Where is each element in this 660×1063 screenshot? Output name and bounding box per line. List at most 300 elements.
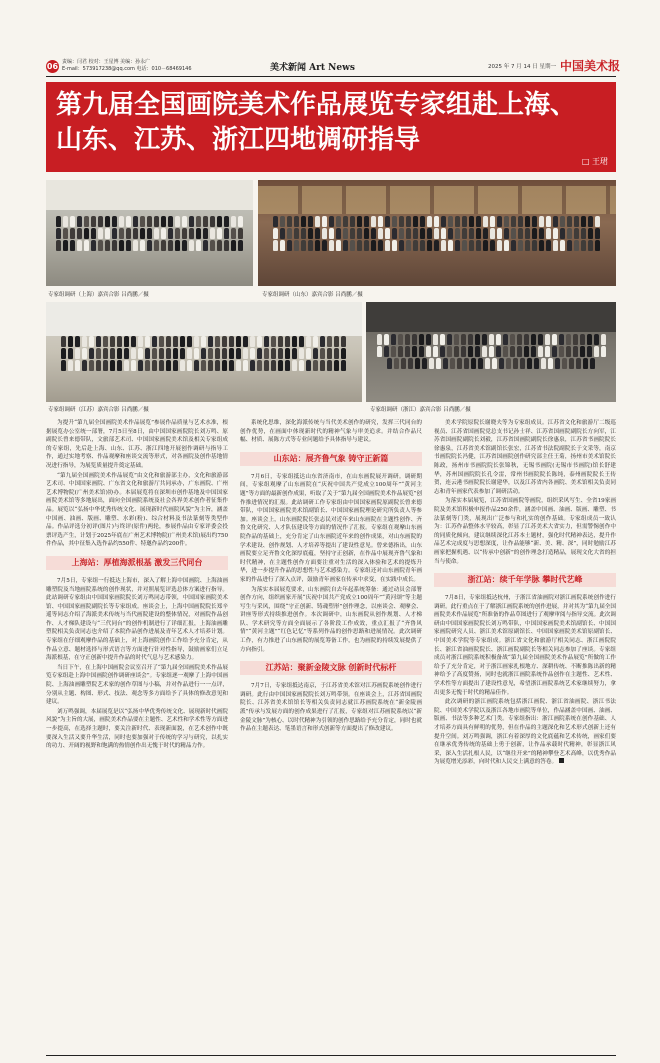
person-figure xyxy=(315,216,320,227)
person-figure xyxy=(517,346,522,357)
person-figure xyxy=(161,228,166,239)
person-figure xyxy=(63,216,68,227)
person-figure xyxy=(464,358,469,369)
person-figure xyxy=(525,228,530,239)
person-figure xyxy=(182,240,187,251)
person-figure xyxy=(574,228,579,239)
person-figure xyxy=(124,336,129,347)
person-figure xyxy=(243,360,248,371)
person-figure xyxy=(574,240,579,251)
person-figure xyxy=(391,346,396,357)
person-figure xyxy=(315,228,320,239)
person-figure xyxy=(224,216,229,227)
person-figure xyxy=(341,360,346,371)
person-figure xyxy=(545,334,550,345)
person-figure xyxy=(476,240,481,251)
person-figure xyxy=(152,360,157,371)
person-figure xyxy=(327,336,332,347)
subhead-zhejiang: 浙江站：续千年学脉 攀时代艺峰 xyxy=(434,573,616,587)
person-figure xyxy=(105,228,110,239)
person-figure xyxy=(443,358,448,369)
person-figure xyxy=(429,358,434,369)
person-figure xyxy=(601,346,606,357)
person-figure xyxy=(70,216,75,227)
person-figure xyxy=(124,360,129,371)
person-figure xyxy=(117,348,122,359)
person-figure xyxy=(126,216,131,227)
person-figure xyxy=(203,216,208,227)
person-figure xyxy=(110,360,115,371)
person-figure xyxy=(574,216,579,227)
person-figure xyxy=(180,360,185,371)
person-figure xyxy=(553,228,558,239)
person-figure xyxy=(98,228,103,239)
person-figure xyxy=(490,216,495,227)
person-figure xyxy=(482,334,487,345)
person-figure xyxy=(527,358,532,369)
person-figure xyxy=(524,346,529,357)
subhead-shanghai: 上海站：厚植海派根基 激发三代同台 xyxy=(46,556,228,570)
person-figure xyxy=(462,216,467,227)
person-figure xyxy=(506,358,511,369)
header-rule xyxy=(46,76,616,77)
person-figure xyxy=(189,240,194,251)
person-figure xyxy=(341,348,346,359)
person-figure xyxy=(441,240,446,251)
person-figure xyxy=(229,360,234,371)
person-figure xyxy=(89,360,94,371)
person-figure xyxy=(595,240,600,251)
person-figure xyxy=(210,228,215,239)
person-figure xyxy=(462,228,467,239)
end-mark xyxy=(559,758,564,763)
person-figure xyxy=(271,348,276,359)
person-figure xyxy=(292,348,297,359)
paragraph: 7月5日，专家组一行抵达上海市，深入了解上海中国画院、上海油画雕塑院及当地画院系统的创作现状，并对照展览评选总体方案进行指导。此站调研专家组由中国国家画院院长刘万鸣同志带领，中国国家画院美术馆、中国国家画院副院长等专家组成。座谈会上，上海中国画院院长郑辛遥等同志介绍了海派美术传统与当代画院建设的整体情况，对画院作品创作、人才梯队建设与“三代同台”的创作机制进行了详细汇报，上海油画雕塑院相关负责同志也介绍了本院作品创作进展及青年艺术人才培养计划。专家组在仔细观摩作品的基础上，对上海画院创作工作给予充分肯定，从作品立意、题材选择与形式语言等方面进行针对性指导，鼓励画家们立足海派根基，在守正创新中提升作品的时代气息与艺术感染力。 xyxy=(46,577,228,662)
person-figure xyxy=(98,240,103,251)
person-figure xyxy=(119,216,124,227)
person-figure xyxy=(131,348,136,359)
person-figure xyxy=(145,336,150,347)
person-figure xyxy=(215,336,220,347)
person-figure xyxy=(327,348,332,359)
paragraph-text: 此次调研的浙江画院系统包括浙江画院、浙江省油画院、浙江书法院、中国美术学院以及浙江各地市画院等单位，作品涵盖中国画、油画、版画、书法等多种艺术门类。专家组指出：浙江画院系统在创作基础、人才培养方面具有鲜明的优势，但在作品的主题深化和艺术形式创新上还有提升空间。刘万鸣强调，浙江有着深厚的文化底蕴和艺术传统，画家们要在继承优秀传统的基础上勇于创新，让作品承载时代精神，彰显浙江风采，深入生活扎根人民，以“继往开来”的精神攀登艺术高峰，以优秀作品为展览增光添彩，向时代和人民交上满意的答卷。 xyxy=(434,699,616,766)
person-figure xyxy=(546,228,551,239)
person-figure xyxy=(343,216,348,227)
headline xyxy=(56,88,606,158)
person-figure xyxy=(461,334,466,345)
person-figure xyxy=(231,216,236,227)
person-figure xyxy=(560,228,565,239)
person-figure xyxy=(280,228,285,239)
person-figure xyxy=(173,360,178,371)
person-figure xyxy=(299,348,304,359)
person-figure xyxy=(510,334,515,345)
person-figure xyxy=(587,334,592,345)
person-figure xyxy=(322,240,327,251)
person-figure xyxy=(401,358,406,369)
person-figure xyxy=(208,348,213,359)
paragraph: 7月8日，专家组抵达杭州，于浙江省油画院对浙江画院系统创作进行调研。此行重点在于了解浙江画院系统的创作进展，并对其为“第九届全国画院美术作品展览”所准备的作品草图进行了观摩审阅与指导交流。此次调研由中国国家画院院长刘万鸣带队，中国国家画院美术馆副馆长、中国国家画院研究人员、浙江美术馆原副馆长、中国国家画院美术馆原副馆长、中国美术学院等专家组成。浙江省文化和旅游厅相关同志、浙江画院院长、浙江省油画院院长、浙江画院副院长等相关同志参加了座谈。专家组成员对浙江画院系统积极备战“第九届全国画院美术作品展览”所做的工作给予了充分肯定，对于浙江画家扎根地方、深耕传统、不断推陈出新的精神给予了高度赞扬，同时也就浙江画院系统作品创作在主题性、艺术性、学术性等方面提出了建设性意见，希望浙江画院系统艺术家继续努力，拿出更多无愧于时代的精品佳作。 xyxy=(434,595,616,696)
group-people xyxy=(376,334,606,369)
person-figure xyxy=(580,346,585,357)
person-figure xyxy=(182,216,187,227)
person-figure xyxy=(140,240,145,251)
person-figure xyxy=(306,336,311,347)
person-figure xyxy=(336,240,341,251)
person-figure xyxy=(548,358,553,369)
person-figure xyxy=(75,336,80,347)
person-figure xyxy=(243,348,248,359)
person-figure xyxy=(68,336,73,347)
person-figure xyxy=(257,348,262,359)
person-figure xyxy=(126,228,131,239)
person-figure xyxy=(413,240,418,251)
person-figure xyxy=(96,336,101,347)
paragraph: 当日下午，在上海中国画院会议室召开了“第九届全国画院美术作品展览专家组赴上海中国画院创作调研座谈会”。专家组逐一观摩了上海中国画院、上海油画雕塑院艺术家的创作草图与小稿，并对作品进行一一点评，分别从主题、构图、形式、技法、观念等多方面给予了具体的修改意见和建议。 xyxy=(46,664,228,706)
person-figure xyxy=(343,240,348,251)
person-figure xyxy=(553,216,558,227)
person-figure xyxy=(301,216,306,227)
person-figure xyxy=(387,358,392,369)
person-figure xyxy=(471,358,476,369)
person-figure xyxy=(546,216,551,227)
person-figure xyxy=(313,336,318,347)
person-figure xyxy=(133,228,138,239)
masthead-logo: 中国美术报 xyxy=(560,59,621,73)
person-figure xyxy=(377,346,382,357)
person-figure xyxy=(357,216,362,227)
person-figure xyxy=(595,228,600,239)
person-figure xyxy=(77,228,82,239)
person-figure xyxy=(82,360,87,371)
person-figure xyxy=(426,334,431,345)
person-figure xyxy=(285,360,290,371)
photo-caption-shanghai: 专家组调研（上海）嘉宾合影 吕尚鹏／摄 xyxy=(48,292,149,298)
person-figure xyxy=(189,216,194,227)
person-figure xyxy=(98,216,103,227)
person-figure xyxy=(433,334,438,345)
person-figure xyxy=(504,228,509,239)
person-figure xyxy=(154,216,159,227)
person-figure xyxy=(140,216,145,227)
person-figure xyxy=(175,228,180,239)
person-figure xyxy=(497,228,502,239)
person-figure xyxy=(336,216,341,227)
person-figure xyxy=(96,360,101,371)
person-figure xyxy=(145,360,150,371)
person-figure xyxy=(89,336,94,347)
person-figure xyxy=(264,360,269,371)
person-figure xyxy=(392,228,397,239)
person-figure xyxy=(138,360,143,371)
person-figure xyxy=(187,336,192,347)
person-figure xyxy=(82,348,87,359)
person-figure xyxy=(208,360,213,371)
person-figure xyxy=(518,240,523,251)
person-figure xyxy=(105,216,110,227)
person-figure xyxy=(434,216,439,227)
person-figure xyxy=(476,216,481,227)
paragraph: 为提升“第九届全国画院美术作品展览”参展作品质量与艺术水准，根据展览办公室统一部署，7月5日至8日，由中国国家画院院长刘万鸣、原副院长曾来德带队，文旅部艺术司、中国国家画院美术馆及相关专家组成的专家组，先后赴上海、山东、江苏、浙江四地开展创作调研与指导工作，通过实地考察、作品观摩和座谈交流等形式，对各画院及创作基地情况进行指导，为展览质量提升奠定基础。 xyxy=(46,420,228,469)
person-figure xyxy=(483,216,488,227)
person-figure xyxy=(70,240,75,251)
photo-shandong xyxy=(258,180,616,286)
person-figure xyxy=(187,348,192,359)
person-figure xyxy=(492,358,497,369)
person-figure xyxy=(447,346,452,357)
person-figure xyxy=(182,228,187,239)
person-figure xyxy=(180,348,185,359)
group-people xyxy=(54,216,244,251)
person-figure xyxy=(357,228,362,239)
person-figure xyxy=(154,228,159,239)
person-figure xyxy=(203,240,208,251)
person-figure xyxy=(350,228,355,239)
person-figure xyxy=(294,240,299,251)
person-figure xyxy=(131,336,136,347)
person-figure xyxy=(168,240,173,251)
paragraph: 为落实本届展览要求，山东画院自去年起系统筹备：通过动员会部署创作方向，组织画家开展“庆祝中国共产党成立100周年”“黄河颂”等主题写生与采风，围绕“守正创新、铸魂塑形”创作理念，以座谈会、观摩会、讲座等形式持续推进创作。本次调研中，山东画院从创作规划、人才梯队、学术研究等方面全面展示了各阶段工作成效，重点汇报了“齐鲁风情”“黄河主题”“红色记忆”等系列作品的创作思路和进展情况。此次调研工作，有力推进了山东画院的展览筹备工作，也为画院的持续发展提供了方向指引。 xyxy=(240,586,422,653)
person-figure xyxy=(504,240,509,251)
person-figure xyxy=(68,348,73,359)
person-figure xyxy=(301,228,306,239)
person-figure xyxy=(511,228,516,239)
person-figure xyxy=(222,348,227,359)
person-figure xyxy=(462,240,467,251)
person-figure xyxy=(133,216,138,227)
person-figure xyxy=(292,336,297,347)
article-column-2 xyxy=(240,419,422,735)
group-people xyxy=(272,216,601,251)
person-figure xyxy=(273,240,278,251)
person-figure xyxy=(327,360,332,371)
person-figure xyxy=(201,348,206,359)
person-figure xyxy=(203,228,208,239)
person-figure xyxy=(590,358,595,369)
person-figure xyxy=(553,240,558,251)
person-figure xyxy=(566,346,571,357)
person-figure xyxy=(461,346,466,357)
person-figure xyxy=(364,240,369,251)
person-figure xyxy=(103,348,108,359)
person-figure xyxy=(413,216,418,227)
person-figure xyxy=(594,346,599,357)
photo-caption-jiangsu: 专家组调研（江苏）嘉宾合影 吕尚鹏／摄 xyxy=(48,407,149,413)
page-header xyxy=(0,0,660,76)
person-figure xyxy=(588,240,593,251)
person-figure xyxy=(175,216,180,227)
person-figure xyxy=(287,240,292,251)
person-figure xyxy=(539,228,544,239)
person-figure xyxy=(119,240,124,251)
person-figure xyxy=(399,240,404,251)
person-figure xyxy=(455,216,460,227)
person-figure xyxy=(511,240,516,251)
person-figure xyxy=(278,360,283,371)
person-figure xyxy=(566,334,571,345)
person-figure xyxy=(546,240,551,251)
person-figure xyxy=(489,346,494,357)
person-figure xyxy=(412,346,417,357)
person-figure xyxy=(595,216,600,227)
person-figure xyxy=(468,346,473,357)
person-figure xyxy=(378,216,383,227)
person-figure xyxy=(538,346,543,357)
person-figure xyxy=(159,360,164,371)
person-figure xyxy=(476,228,481,239)
article-column-3 xyxy=(434,419,616,768)
person-figure xyxy=(322,216,327,227)
paragraph: 美术学院原院长谢晓夫等为专家组成员。江苏省文化和旅游厅二级巡视员、江苏省国画院党总支书记孙士祥、江苏省国画院副院长方向军，江苏省国画院副院长刘毅，江苏省国画院副院长徐惠泉，江苏省书画院院长徐惠泉，江苏省美术馆副馆长张宏，江苏省书法院副院长于文采等，南京书画院院长冯健，江苏省国画院创作研究部主任王菊，扬州市美术馆院长陈政，扬州市书画院院长张锦秋，无锡书画院(无锡市书画院)馆长舒建华，苏州国画院院长孔令雷，常州书画院院长陈纯，泰州画院院长王传贺，连云港书画院院长谢建华，以及江苏省内各画院、美术馆相关负责同志和青年画家代表参加了调研活动。 xyxy=(434,420,616,495)
person-figure xyxy=(119,228,124,239)
person-figure xyxy=(398,346,403,357)
person-figure xyxy=(89,348,94,359)
person-figure xyxy=(70,228,75,239)
person-figure xyxy=(560,240,565,251)
person-figure xyxy=(154,240,159,251)
person-figure xyxy=(231,240,236,251)
paragraph: 系统化思维，深化海派传统与当代美术创作的研究，发挥三代同台的创作优势，在画面中体现新时代的精神气象与审美追求。并结合作品尺幅、材质、展陈方式等专业问题给予具体指导与建议。 xyxy=(240,420,422,444)
paragraph: 7月6日，专家组抵达山东省济南市，在山东画院展开调研。调研期间，专家组观摩了山东画院在“庆祝中国共产党成立100周年”“黄河主题”等方面的最新创作成果，听取了关于“第九届全国画院美术作品展览”创作推进情况的汇报。此站调研工作专家组由中国国家画院原副院长曾来德带队，中国国家画院美术馆副馆长、中国国家画院理论研究所负责人等参加。座谈会上，山东画院院长张志民对近年来山东画院在主题性创作、齐鲁文化研究、人才队伍建设等方面的情况作了汇报。专家组在观摩山东画院作品的基础上，充分肯定了山东画院近年来的创作成果，对山东画院的学术建设、创作规划、人才培养等提出了建设性意见。曾来德指出，山东画院要立足齐鲁文化深厚底蕴，坚持守正创新，在作品中展现齐鲁气象和时代精神，在主题性创作方面要注重对生活的深入体验和艺术的提炼升华，进一步提升作品的思想性与艺术感染力。专家组还对山东画院青年画家的作品进行了深入点评，鼓励青年画家在传承中求变，在实践中成长。 xyxy=(240,473,422,583)
person-figure xyxy=(420,216,425,227)
person-figure xyxy=(482,346,487,357)
person-figure xyxy=(329,216,334,227)
person-figure xyxy=(231,228,236,239)
person-figure xyxy=(364,228,369,239)
person-figure xyxy=(238,216,243,227)
person-figure xyxy=(250,348,255,359)
person-figure xyxy=(532,216,537,227)
person-figure xyxy=(469,216,474,227)
person-figure xyxy=(271,336,276,347)
person-figure xyxy=(455,240,460,251)
article-column-1 xyxy=(46,419,228,752)
person-figure xyxy=(117,336,122,347)
person-figure xyxy=(308,228,313,239)
photo-shanghai xyxy=(46,180,253,286)
person-figure xyxy=(391,334,396,345)
person-figure xyxy=(336,228,341,239)
person-figure xyxy=(159,336,164,347)
person-figure xyxy=(264,336,269,347)
person-figure xyxy=(138,348,143,359)
person-figure xyxy=(68,360,73,371)
person-figure xyxy=(517,334,522,345)
person-figure xyxy=(84,240,89,251)
person-figure xyxy=(513,358,518,369)
person-figure xyxy=(454,334,459,345)
person-figure xyxy=(110,336,115,347)
person-figure xyxy=(569,358,574,369)
person-figure xyxy=(187,360,192,371)
page-number: 06 xyxy=(46,62,59,71)
person-figure xyxy=(406,240,411,251)
person-figure xyxy=(299,336,304,347)
person-figure xyxy=(503,346,508,357)
person-figure xyxy=(257,336,262,347)
person-figure xyxy=(250,336,255,347)
person-figure xyxy=(299,360,304,371)
person-figure xyxy=(75,360,80,371)
person-figure xyxy=(455,228,460,239)
person-figure xyxy=(525,240,530,251)
person-figure xyxy=(350,240,355,251)
person-figure xyxy=(496,334,501,345)
paragraph: 刘万鸣强调，本届展览是以“弘扬中华优秀传统文化、展现新时代画院风貌”为主旨的大展，画院美术作品要在主题性、艺术性和学术性等方面进一步提高，在选择主题时，要关注新时代、表现新面貌，在艺术创作中既要深入生活又要升华生活，同时也要加强对于传统的学习与研究，以扎实的功力、开阔的视野和饱满的热情创作出无愧于时代的精品力作。 xyxy=(46,708,228,750)
person-figure xyxy=(294,216,299,227)
person-figure xyxy=(588,216,593,227)
issue-date: 2025 年 7 月 14 日 星期一 xyxy=(488,64,556,70)
person-figure xyxy=(567,240,572,251)
person-figure xyxy=(594,334,599,345)
person-figure xyxy=(278,336,283,347)
person-figure xyxy=(468,334,473,345)
person-figure xyxy=(322,228,327,239)
person-figure xyxy=(447,334,452,345)
person-figure xyxy=(552,334,557,345)
person-figure xyxy=(539,240,544,251)
subhead-shandong: 山东站：展齐鲁气象 铸守正新篇 xyxy=(240,452,422,466)
person-figure xyxy=(489,334,494,345)
person-figure xyxy=(478,358,483,369)
person-figure xyxy=(524,334,529,345)
person-figure xyxy=(236,360,241,371)
person-figure xyxy=(559,346,564,357)
person-figure xyxy=(510,346,515,357)
person-figure xyxy=(194,348,199,359)
person-figure xyxy=(147,240,152,251)
person-figure xyxy=(306,348,311,359)
person-figure xyxy=(180,336,185,347)
person-figure xyxy=(371,216,376,227)
person-figure xyxy=(441,228,446,239)
person-figure xyxy=(229,348,234,359)
person-figure xyxy=(306,360,311,371)
person-figure xyxy=(583,358,588,369)
person-figure xyxy=(133,240,138,251)
person-figure xyxy=(208,336,213,347)
person-figure xyxy=(224,240,229,251)
person-figure xyxy=(189,228,194,239)
person-figure xyxy=(385,216,390,227)
person-figure xyxy=(555,358,560,369)
paragraph: “第九届全国画院美术作品展览”由文化和旅游部主办，文化和旅游部艺术司、中国国家画院、广东省文化和旅游厅共同承办，广东画院、广州艺术博物院(广州美术馆)协办。本届展览将在深圳市创作基地及中国国家画院美术馆等多地展出，面向全国画院系统及社会各界美术创作者征集作品。展览以“弘扬中华优秀传统文化、展现新时代画院风貌”为主旨，涵盖中国画、油画、版画、雕塑、水彩(粉)、综合材料及书法篆刻等类型作品。作品评选分初评(图片)与终评(原件)两轮，参展作品由专家评委会投票评选产生，计划于2025年底在广州艺术博物院(广州美术馆)展出约750件作品，其中征集入选作品约550件、特邀作品约200件。 xyxy=(46,472,228,548)
person-figure xyxy=(61,348,66,359)
person-figure xyxy=(448,240,453,251)
person-figure xyxy=(496,346,501,357)
person-figure xyxy=(490,228,495,239)
person-figure xyxy=(166,348,171,359)
person-figure xyxy=(420,240,425,251)
person-figure xyxy=(503,334,508,345)
person-figure xyxy=(427,240,432,251)
credits-line-1: 责编：闫君 校对：王星博 美编：孙永广 xyxy=(62,59,151,65)
person-figure xyxy=(377,334,382,345)
person-figure xyxy=(419,334,424,345)
person-figure xyxy=(112,228,117,239)
person-figure xyxy=(82,336,87,347)
person-figure xyxy=(105,240,110,251)
person-figure xyxy=(419,346,424,357)
person-figure xyxy=(91,228,96,239)
person-figure xyxy=(173,336,178,347)
person-figure xyxy=(405,346,410,357)
person-figure xyxy=(222,360,227,371)
person-figure xyxy=(140,228,145,239)
person-figure xyxy=(364,216,369,227)
person-figure xyxy=(166,336,171,347)
